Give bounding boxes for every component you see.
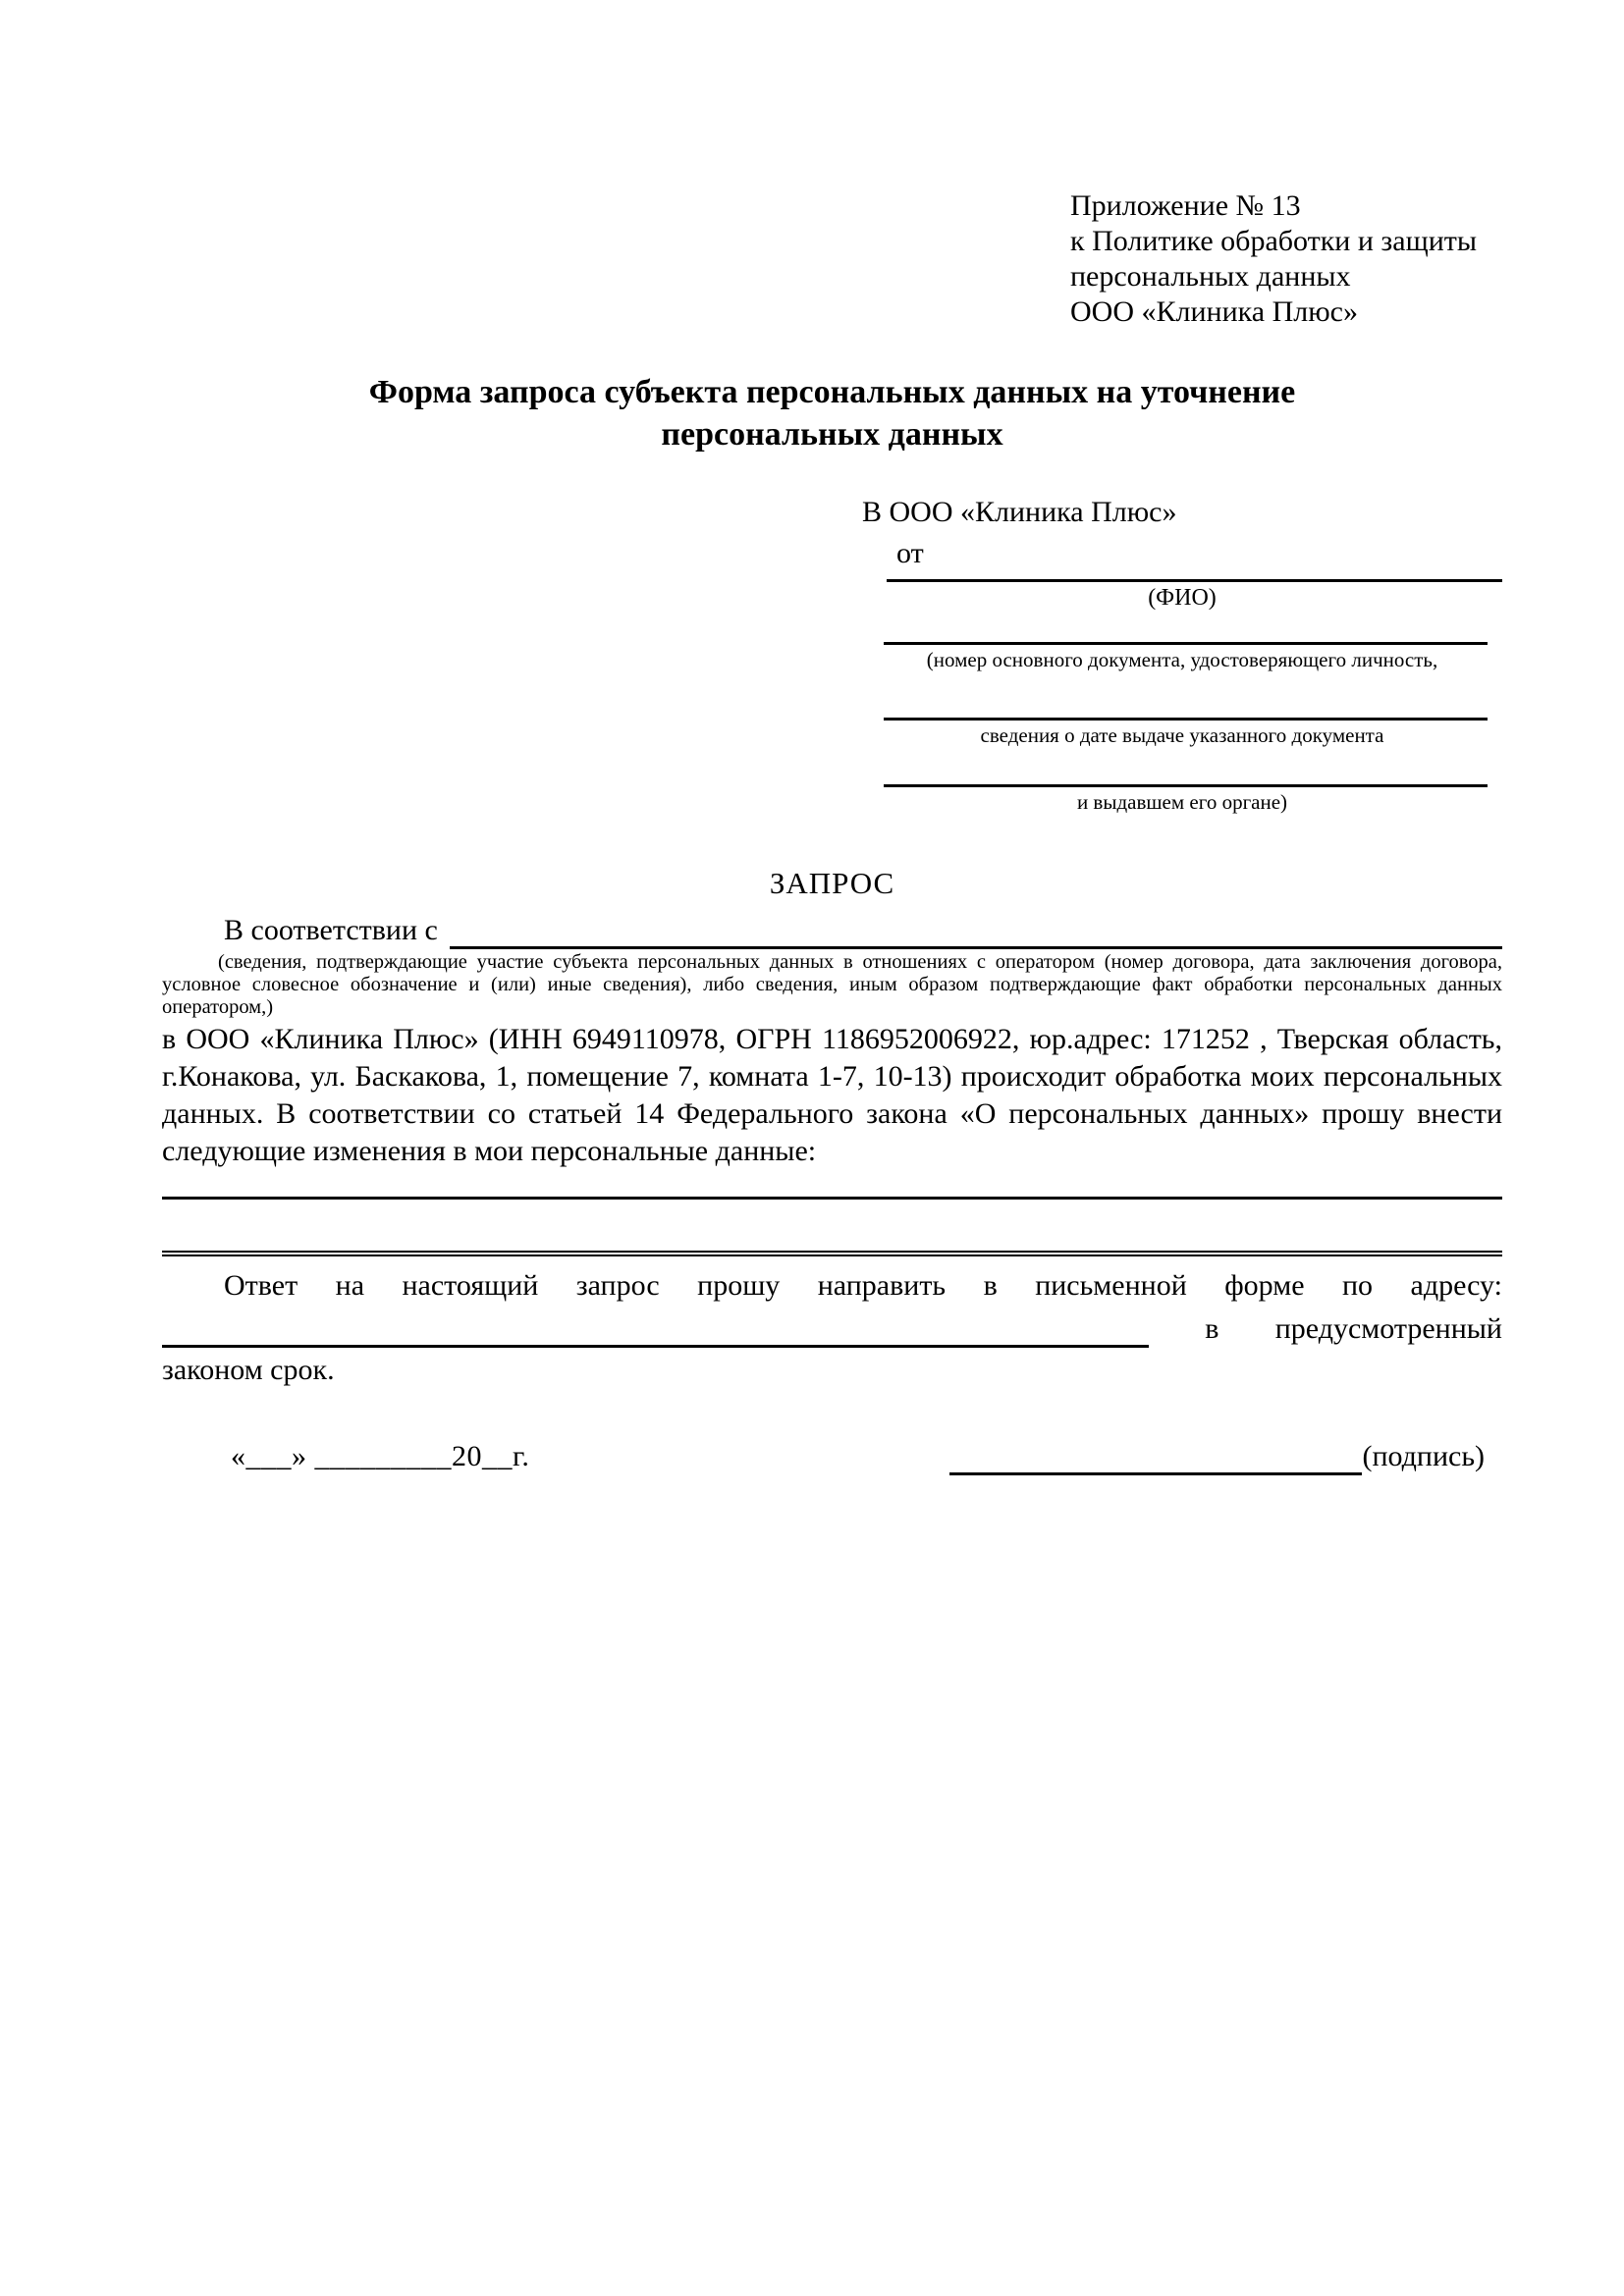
reply-line-1: Ответ на настоящий запрос прошу направить в письменной форме по адресу:: [224, 1269, 1502, 1302]
accordance-blank-line: [450, 915, 1502, 949]
signature-area: [949, 1438, 1485, 1475]
accordance-prefix: В соответствии с: [224, 914, 438, 946]
date-signature-row: [162, 1438, 1502, 1475]
reply-word-term: предусмотренный: [1274, 1312, 1502, 1345]
footnote-text: (сведения, подтверждающие участие субъекта персональных данных в отношениях с оператором (номер договора, дата заключения договора, условное словесное обозначение и (или) иные сведения), либо сведения, иным образом подтверждающие факт обработки персональных данных оператором,): [162, 951, 1502, 1018]
date-blank: «___» _________20__г.: [231, 1440, 530, 1472]
appendix-policy-line2: персональных данных: [1070, 260, 1351, 293]
changes-blank-line-2: [162, 1251, 1502, 1256]
changes-blank-line-1: [162, 1197, 1502, 1200]
request-body-text: в ООО «Клиника Плюс» (ИНН 6949110978, ОГРН 1186952006922, юр.адрес: 171252 , Тверская область, г.Конакова, ул. Баскакова, 1, помещение 7, комната 1-7, 10-13) происходит обработка моих персональных данных. В соответствии со статьей 14 Федерального закона «О персональных данных» прошу внести следующие изменения в мои персональные данные:: [162, 1023, 1502, 1167]
appendix-header: [1070, 188, 1502, 330]
appendix-company: ООО «Клиника Плюс»: [1070, 295, 1358, 328]
addressee-to: В ООО «Клиника Плюс»: [862, 496, 1177, 528]
reply-address-row: [162, 1310, 1502, 1348]
signature-blank-line: [949, 1445, 1362, 1475]
reply-line-3: законом срок.: [162, 1354, 335, 1386]
doc-issuer-blank-line: [884, 784, 1488, 787]
reply-address-blank-line: [162, 1315, 1149, 1348]
doc-date-blank-line: [884, 718, 1488, 721]
appendix-policy-line1: к Политике обработки и защиты: [1070, 225, 1478, 257]
reply-word-in: в: [1205, 1312, 1219, 1345]
fio-caption: (ФИО): [1148, 585, 1217, 611]
doc-number-caption: (номер основного документа, удостоверяющего личность,: [926, 648, 1438, 671]
accordance-row: [162, 912, 1502, 949]
fio-blank-line: [887, 579, 1502, 582]
doc-number-blank-line: [884, 642, 1488, 645]
document-title: Форма запроса субъекта персональных данных на уточнение персональных данных: [368, 374, 1296, 453]
request-heading: ЗАПРОС: [769, 866, 895, 900]
doc-date-caption: сведения о дате выдаче указанного документа: [980, 723, 1384, 747]
doc-issuer-caption: и выдавшем его органе): [1076, 790, 1288, 814]
addressee-block: [862, 495, 1502, 814]
signature-caption: (подпись): [1362, 1440, 1485, 1472]
addressee-from-label: от: [896, 537, 924, 569]
appendix-number: Приложение № 13: [1070, 189, 1301, 222]
